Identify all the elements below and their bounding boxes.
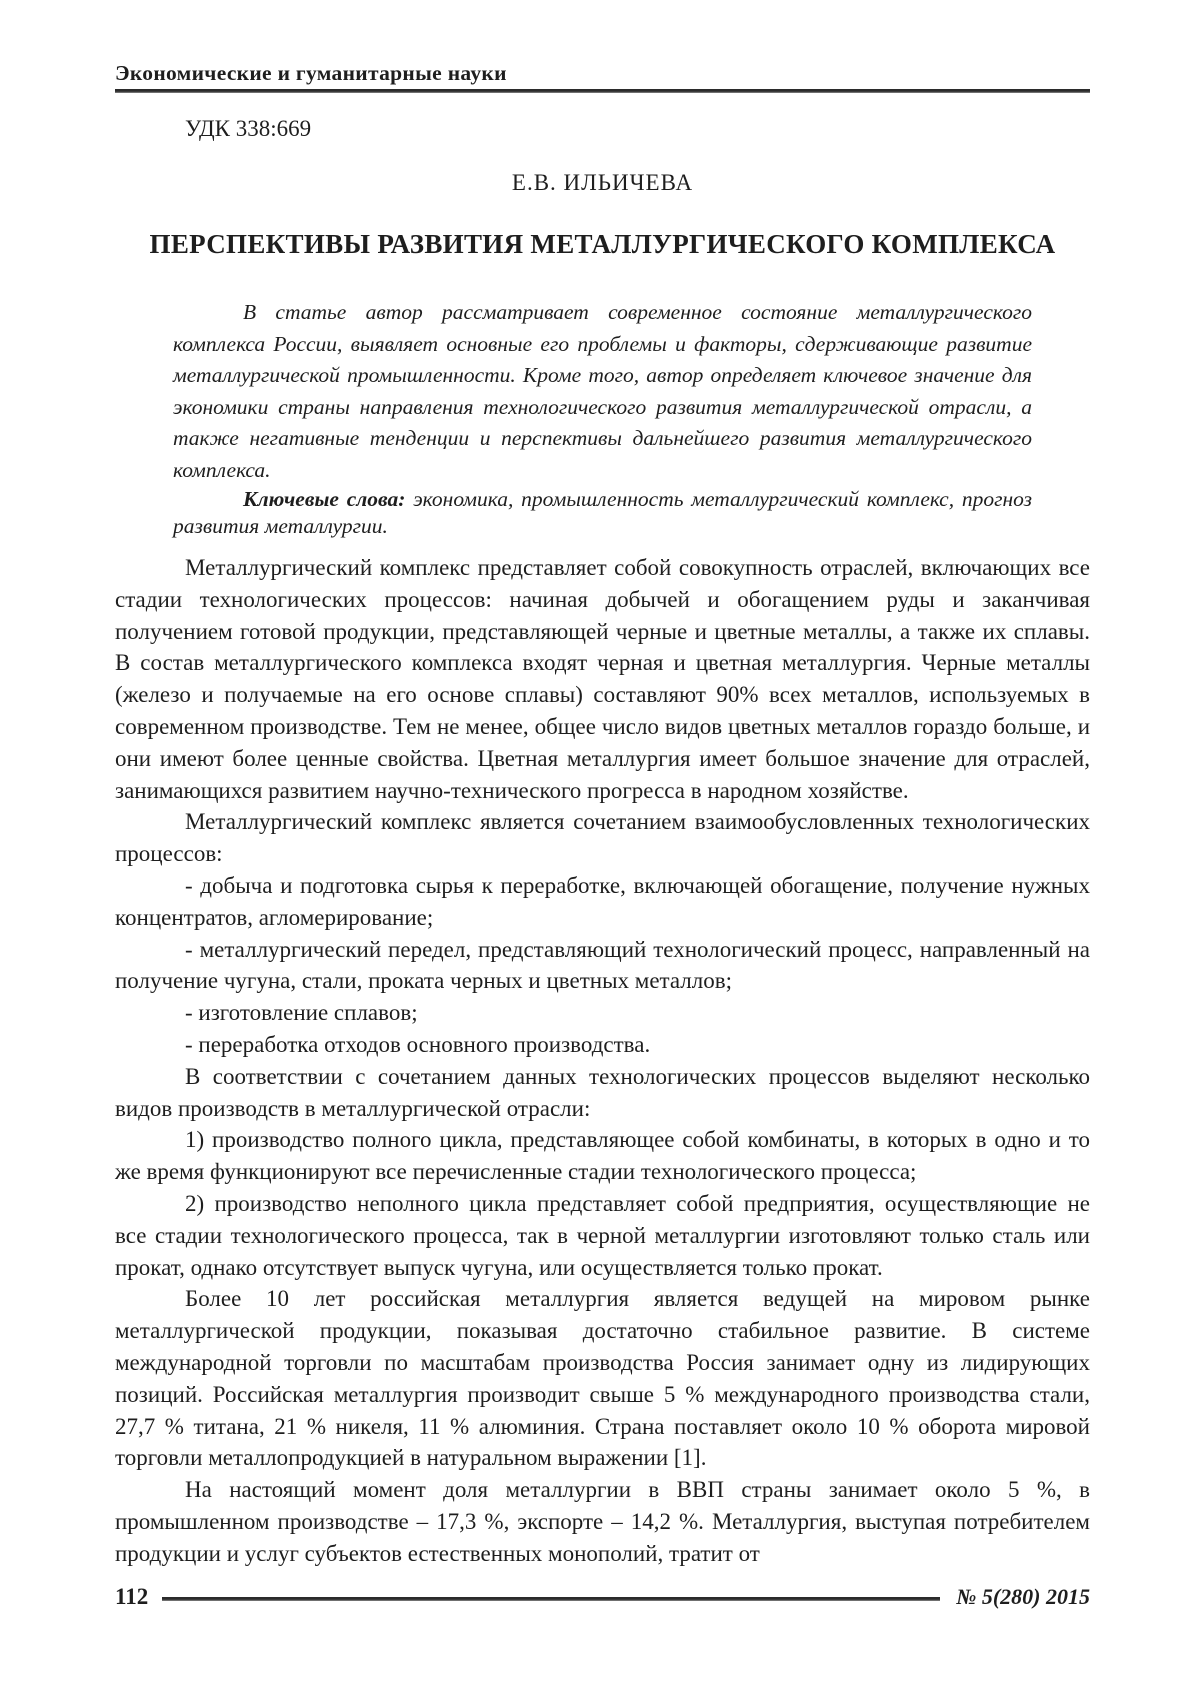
article-body	[115, 552, 1090, 1570]
journal-title: Экономические и гуманитарные науки	[115, 61, 507, 85]
body-paragraph: Металлургический комплекс представляет собой совокупность отраслей, включающих все стадии технологических процессов: начиная добычей и обогащением руды и заканчивая получением готовой продукции, представляющей черные и цветные металлы, а также их сплавы. В состав металлургического комплекса входят черная и цветная металлургия. Черные металлы (железо и получаемые на его основе сплавы) составляют 90% всех металлов, используемых в современном производстве. Тем не менее, общее число видов цветных металлов гораздо больше, и они имеют более ценные свойства. Цветная металлургия имеет большое значение для отраслей, занимающихся развитием научно-технического прогресса в народном хозяйстве.	[115, 555, 1090, 803]
body-paragraph: Более 10 лет российская металлургия является ведущей на мировом рынке металлургической продукции, показывая достаточно стабильное развитие. В системе международной торговли по масштабам производства Россия занимает одну из лидирующих позиций. Российская металлургия производит свыше 5 % международного производства стали, 27,7 % титана, 21 % никеля, 11 % алюминия. Страна поставляет около 10 % оборота мировой торговли металлопродукцией в натуральном выражении [1].	[115, 1286, 1090, 1471]
body-paragraph: В соответствии с сочетанием данных технологических процессов выделяют несколько видов производств в металлургической отрасли:	[115, 1063, 1090, 1121]
page-footer	[115, 1584, 1090, 1610]
body-paragraph: 2) производство неполного цикла представляет собой предприятия, осуществляющие не все стадии технологического процесса, так в черной металлургии изготовляют только сталь или прокат, однако отсутствует выпуск чугуна, или осуществляется только прокат.	[115, 1190, 1090, 1280]
body-paragraph: - металлургический передел, представляющий технологический процесс, направленный на получение чугуна, стали, проката черных и цветных металлов;	[115, 936, 1090, 994]
running-head	[115, 60, 1090, 93]
udc-code: УДК 338:669	[185, 116, 312, 141]
abstract-text: В статье автор рассматривает современное состояние металлургического комплекса России, выявляет основные его проблемы и факторы, сдерживающие развитие металлургической промышленности. Кроме того, автор определяет ключевое значение для экономики страны направления технологического развития металлургической отрасли, а также негативные тенденции и перспективы дальнейшего развития металлургического комплекса.	[173, 300, 1032, 482]
keywords-text: экономика, промышленность металлургический комплекс, прогноз развития металлургии.	[173, 487, 1033, 538]
keywords-label: Ключевые слова:	[243, 487, 406, 511]
author-name: Е.В. ИЛЬИЧЕВА	[511, 170, 694, 195]
keywords-line	[173, 486, 1032, 540]
issue-label: № 5(280) 2015	[956, 1584, 1090, 1609]
page-number: 112	[115, 1584, 149, 1609]
body-paragraph: - переработка отходов основного производства.	[185, 1031, 651, 1057]
body-paragraph: - добыча и подготовка сырья к переработке, включающей обогащение, получение нужных концентратов, агломерирование;	[115, 872, 1090, 930]
abstract-block	[173, 297, 1032, 540]
body-paragraph: 1) производство полного цикла, представляющее собой комбинаты, в которых в одно и то же время функционируют все перечисленные стадии технологического процесса;	[115, 1127, 1090, 1185]
footer-rule	[162, 1597, 940, 1601]
article-title: ПЕРСПЕКТИВЫ РАЗВИТИЯ МЕТАЛЛУРГИЧЕСКОГО КОМПЛЕКСА	[149, 229, 1056, 259]
body-paragraph: - изготовление сплавов;	[185, 1000, 418, 1026]
body-paragraph: На настоящий момент доля металлургии в ВВП страны занимает около 5 %, в промышленном производстве – 17,3 %, экспорте – 14,2 %. Металлургия, выступая потребителем продукции и услуг субъектов естественных монополий, тратит от	[115, 1477, 1090, 1566]
header-rule	[115, 89, 1090, 93]
body-paragraph: Металлургический комплекс является сочетанием взаимообусловленных технологических процессов:	[115, 809, 1090, 867]
